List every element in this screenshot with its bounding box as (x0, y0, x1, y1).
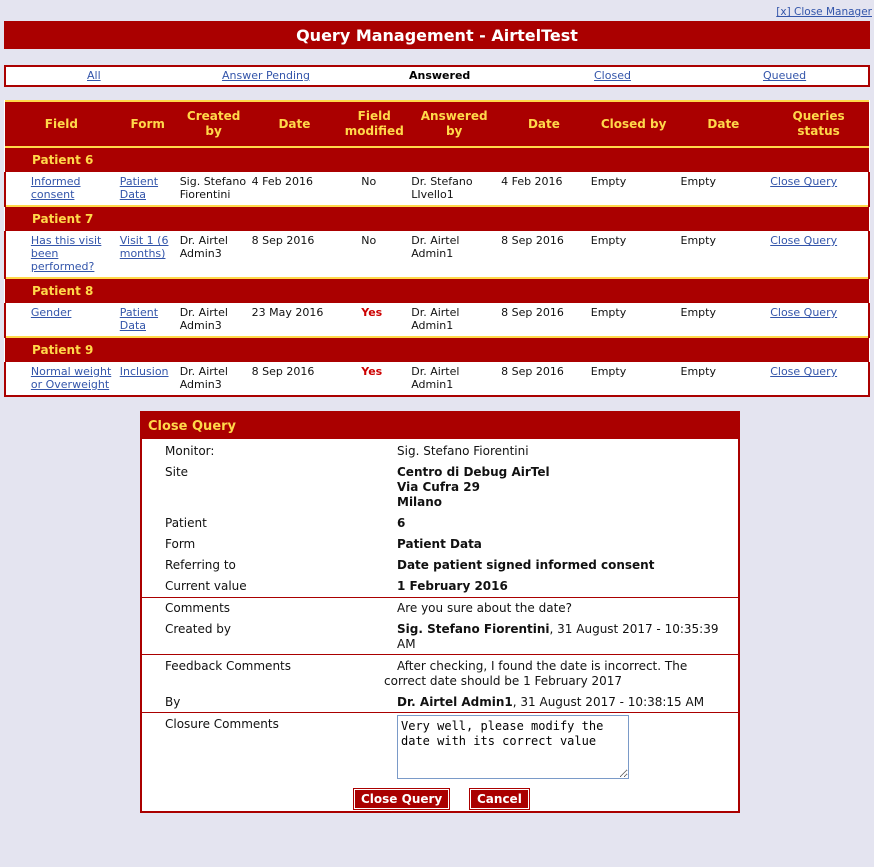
col-closed-by: Closed by (589, 101, 679, 147)
by-time: , 31 August 2017 - 10:38:15 AM (512, 695, 705, 709)
answered-by-cell: Dr. Stefano LIvello1 (409, 172, 499, 206)
answered-date-cell: 8 Sep 2016 (499, 231, 589, 278)
current-value-label: Current value (165, 579, 247, 593)
close-query-link[interactable]: Close Query (770, 175, 838, 188)
col-field: Field (5, 101, 118, 147)
divider (142, 597, 738, 598)
monitor-value: Sig. Stefano Fiorentini (397, 444, 529, 458)
col-form: Form (118, 101, 178, 147)
closed-date-cell: Empty (679, 362, 769, 396)
answered-by-cell: Dr. Airtel Admin1 (409, 303, 499, 337)
date-cell: 4 Feb 2016 (250, 172, 340, 206)
site-name: Centro di Debug AirTel (397, 465, 550, 479)
created-by-cell: Sig. Stefano Fiorentini (178, 172, 250, 206)
site-street: Via Cufra 29 (397, 480, 480, 494)
page-title: Query Management - AirtelTest (4, 21, 870, 49)
patient-group-header: Patient 7 (5, 206, 869, 231)
site-label: Site (165, 465, 189, 479)
field-modified-cell: No (339, 172, 409, 206)
created-by-cell: Dr. Airtel Admin3 (178, 303, 250, 337)
field-modified-cell: Yes (339, 303, 409, 337)
queries-table (4, 100, 870, 397)
created-by-label: Created by (165, 622, 232, 636)
close-manager-link[interactable]: [x] Close Manager (776, 6, 872, 18)
patient-group-header: Patient 6 (5, 147, 869, 172)
by-name: Dr. Airtel Admin1 (397, 695, 513, 709)
answered-date-cell: 8 Sep 2016 (499, 303, 589, 337)
answered-by-cell: Dr. Airtel Admin1 (409, 231, 499, 278)
form-value: Patient Data (397, 537, 482, 551)
feedback-value: After checking, I found the date is incorrect. The correct date should be 1 February 2017 (384, 659, 688, 688)
tab-queued[interactable]: Queued (763, 69, 807, 82)
table-row (5, 303, 869, 337)
closed-date-cell: Empty (679, 303, 769, 337)
form-link[interactable]: Patient Data (119, 175, 159, 201)
feedback-label: Feedback Comments (165, 659, 292, 673)
closed-date-cell: Empty (679, 231, 769, 278)
field-modified-cell: Yes (339, 362, 409, 396)
col-answered-date: Date (499, 101, 589, 147)
divider (142, 654, 738, 655)
filter-tabs (4, 65, 870, 87)
patient-group-header: Patient 9 (5, 337, 869, 362)
col-field-modified: Field modified (339, 101, 409, 147)
patient-value: 6 (397, 516, 406, 530)
tab-all[interactable]: All (87, 69, 101, 82)
field-link[interactable]: Informed consent (30, 175, 81, 201)
created-by-cell: Dr. Airtel Admin3 (178, 362, 250, 396)
date-cell: 8 Sep 2016 (250, 362, 340, 396)
field-link[interactable]: Gender (30, 306, 72, 319)
tab-answer-pending[interactable]: Answer Pending (222, 69, 310, 82)
comments-value: Are you sure about the date? (397, 601, 573, 615)
field-link[interactable]: Normal weight or Overweight (30, 365, 112, 391)
current-value: 1 February 2016 (397, 579, 508, 593)
close-query-panel (140, 411, 740, 813)
date-cell: 8 Sep 2016 (250, 231, 340, 278)
answered-by-cell: Dr. Airtel Admin1 (409, 362, 499, 396)
created-by-name: Sig. Stefano Fiorentini (397, 622, 550, 636)
tab-answered: Answered (409, 69, 471, 82)
field-link[interactable]: Has this visit been performed? (30, 234, 102, 273)
table-row (5, 172, 869, 206)
close-query-button[interactable]: Close Query (354, 789, 449, 809)
by-value (397, 695, 704, 709)
closure-comments-input[interactable] (397, 715, 629, 779)
referring-label: Referring to (165, 558, 236, 572)
close-query-link[interactable]: Close Query (770, 365, 838, 378)
patient-label: Patient (165, 516, 207, 530)
site-value (397, 465, 550, 510)
col-date: Date (250, 101, 340, 147)
form-link[interactable]: Patient Data (119, 306, 159, 332)
col-queries-status: Queries status (768, 101, 869, 147)
close-query-heading: Close Query (142, 413, 738, 439)
form-link[interactable]: Inclusion (119, 365, 169, 378)
comments-label: Comments (165, 601, 231, 615)
cancel-button[interactable]: Cancel (470, 789, 529, 809)
referring-value: Date patient signed informed consent (397, 558, 655, 572)
by-label: By (165, 695, 181, 709)
col-closed-date: Date (679, 101, 769, 147)
closed-by-cell: Empty (589, 303, 679, 337)
created-by-value (397, 622, 727, 652)
form-label: Form (165, 537, 196, 551)
closed-by-cell: Empty (589, 172, 679, 206)
closed-by-cell: Empty (589, 362, 679, 396)
created-by-cell: Dr. Airtel Admin3 (178, 231, 250, 278)
patient-group-header: Patient 8 (5, 278, 869, 303)
answered-date-cell: 8 Sep 2016 (499, 362, 589, 396)
tab-closed[interactable]: Closed (594, 69, 631, 82)
site-city: Milano (397, 495, 443, 509)
col-created-by: Created by (178, 101, 250, 147)
closed-by-cell: Empty (589, 231, 679, 278)
created-by-time: , 31 August 2017 - 10:35:39 AM (397, 622, 719, 651)
close-query-link[interactable]: Close Query (770, 306, 838, 319)
close-query-link[interactable]: Close Query (770, 234, 838, 247)
field-modified-cell: No (339, 231, 409, 278)
closed-date-cell: Empty (679, 172, 769, 206)
form-link[interactable]: Visit 1 (6 months) (119, 234, 169, 260)
table-row (5, 231, 869, 278)
monitor-label: Monitor: (165, 444, 215, 458)
col-answered-by: Answered by (409, 101, 499, 147)
table-row (5, 362, 869, 396)
divider (142, 712, 738, 713)
date-cell: 23 May 2016 (250, 303, 340, 337)
closure-comments-label: Closure Comments (165, 717, 279, 731)
answered-date-cell: 4 Feb 2016 (499, 172, 589, 206)
